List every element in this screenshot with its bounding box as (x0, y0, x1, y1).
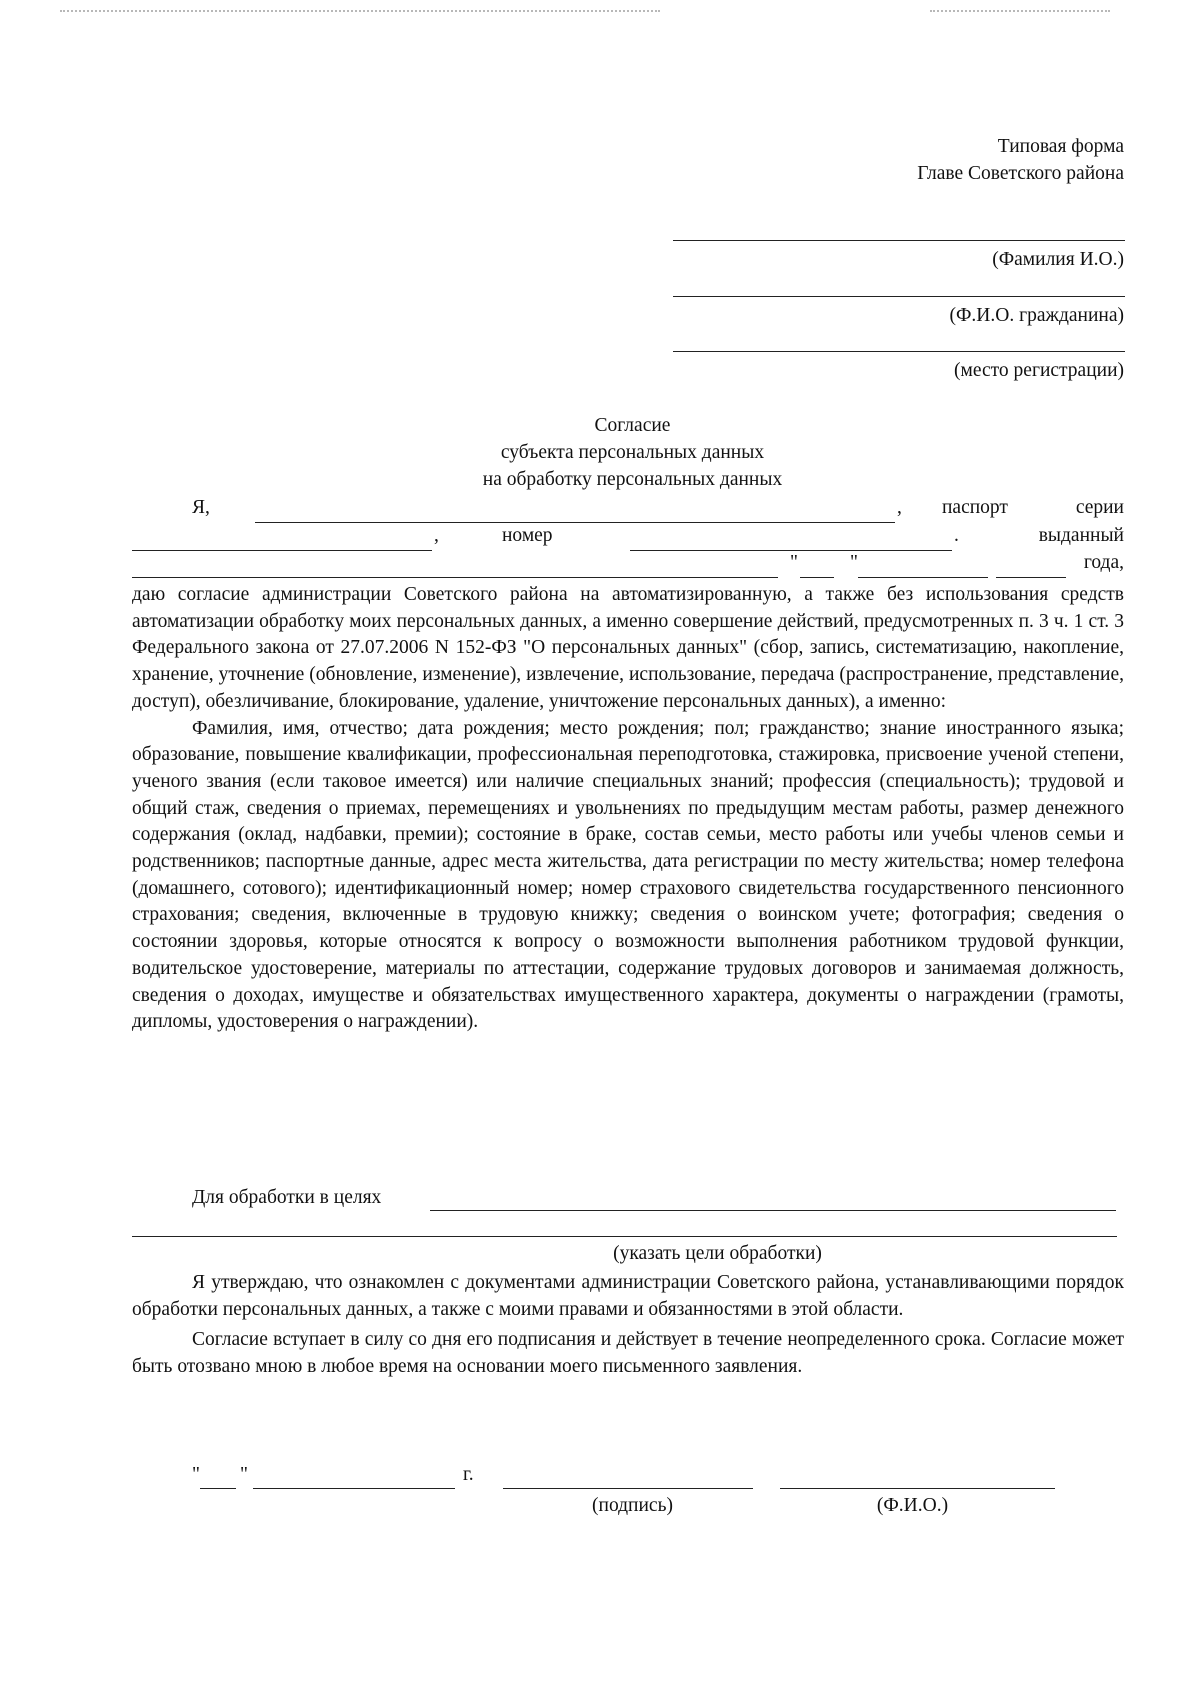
passport-series-field[interactable] (132, 550, 432, 551)
series-label: серии (1075, 497, 1124, 518)
validity-paragraph: Согласие вступает в силу со дня его подписания и действует в течение неопределенного срока. Согласие может быть отозвано мною в любое время на основании моего письменного заявления. (132, 1329, 1124, 1378)
addressee-name-field[interactable] (673, 240, 1125, 241)
citizen-name-caption: (Ф.И.О. гражданина) (949, 305, 1124, 326)
purpose-caption: (указать цели обработки) (613, 1243, 822, 1264)
title-line-2: субъекта персональных данных (500, 442, 765, 463)
form-type-label: Типовая форма (997, 136, 1124, 157)
period: . (954, 525, 959, 546)
full-name-field[interactable] (255, 522, 895, 523)
number-label: номер (502, 525, 553, 546)
consent-body (132, 582, 1124, 1036)
signer-name-field[interactable] (780, 1488, 1055, 1489)
issue-month-field[interactable] (858, 577, 988, 578)
registration-place-field[interactable] (673, 351, 1125, 352)
sign-day-field[interactable] (200, 1488, 236, 1489)
signature-caption: (подпись) (592, 1495, 673, 1516)
passport-label: паспорт (942, 497, 1008, 518)
signer-name-caption: (Ф.И.О.) (876, 1495, 949, 1516)
scan-artifact-dots-right (930, 10, 1110, 16)
passport-number-field[interactable] (630, 550, 952, 551)
addressee-label: Главе Советского района (917, 163, 1124, 184)
issued-label: выданный (1038, 525, 1124, 546)
issued-by-field[interactable] (132, 577, 778, 578)
acknowledgement-paragraph: Я утверждаю, что ознакомлен с документами администрации Советского района, устанавливающими порядок обработки персональных данных, а также с моими правами и обязанностями в этой области. (132, 1272, 1124, 1320)
year-label: года, (1083, 552, 1124, 573)
consent-paragraph-actions: даю согласие администрации Советского района на автоматизированную, а также без использования средств автоматизации обработку моих персональных данных, а именно совершение действий, предусмотренных п. 3 ч. 1 ст. 3 Федерального закона от 27.07.2006 N 152-ФЗ "О персональных данных" (сбор, запись, систематизацию, накопление, хранение, уточнение (обновление, изменение), извлечение, использование, передача (распространение, представление, доступ), обезличивание, блокирование, удаление, уничтожение персональных данных), а именно: (132, 584, 1124, 712)
comma: , (434, 525, 439, 546)
registration-place-caption: (место регистрации) (954, 360, 1124, 381)
title-line-1: Согласие (594, 415, 671, 436)
scan-artifact-dots-left (60, 10, 660, 16)
signature-field[interactable] (503, 1488, 753, 1489)
issue-day-field[interactable] (800, 577, 834, 578)
quote-open: " (790, 552, 798, 573)
personal-data-list-paragraph: Фамилия, имя, отчество; дата рождения; место рождения; пол; гражданство; знание иностранного языка; образование, повышение квалификации, профессиональная переподготовка, стажировка, присвоение ученой степени, ученого звания (если таковое имеется) или наличие специальных знаний; профессия (специальность); трудовой и общий стаж, сведения о приемах, перемещениях и увольнениях по предыдущим местам работы, размер денежного содержания (оклад, надбавки, премии); состояние в браке, состав семьи, место работы или учебы членов семьи и родственников; паспортные данные, адрес места жительства, дата регистрации по месту жительства; номер телефона (домашнего, сотового); идентификационный номер; номер страхового свидетельства государственного пенсионного страхования; сведения, включенные в трудовую книжку; сведения о воинском учете; фотография; сведения о состоянии здоровья, которые относятся к вопросу о возможности выполнения работником трудовой функции, водительское удостоверение, материалы по аттестации, содержание трудовых договоров и занимаемая должность, сведения о доходах, имуществе и обязательствах имущественного характера, документы о награждении (грамоты, дипломы, удостоверения о награждении). (132, 717, 1124, 1033)
purpose-field[interactable] (430, 1210, 1116, 1211)
acknowledgement-section (132, 1270, 1124, 1381)
addressee-name-caption: (Фамилия И.О.) (992, 249, 1124, 270)
sign-quote-close: " (240, 1464, 248, 1485)
quote-close: " (850, 552, 858, 573)
sign-quote-open: " (192, 1464, 200, 1485)
purpose-field-continuation[interactable] (132, 1236, 1117, 1237)
year-abbr: г. (463, 1464, 474, 1485)
citizen-name-field[interactable] (673, 296, 1125, 297)
i-label: Я, (192, 497, 210, 518)
issue-year-field[interactable] (996, 577, 1066, 578)
title-line-3: на обработку персональных данных (482, 469, 783, 490)
comma: , (897, 497, 902, 518)
purpose-label: Для обработки в целях (192, 1187, 382, 1208)
sign-month-field[interactable] (253, 1488, 455, 1489)
